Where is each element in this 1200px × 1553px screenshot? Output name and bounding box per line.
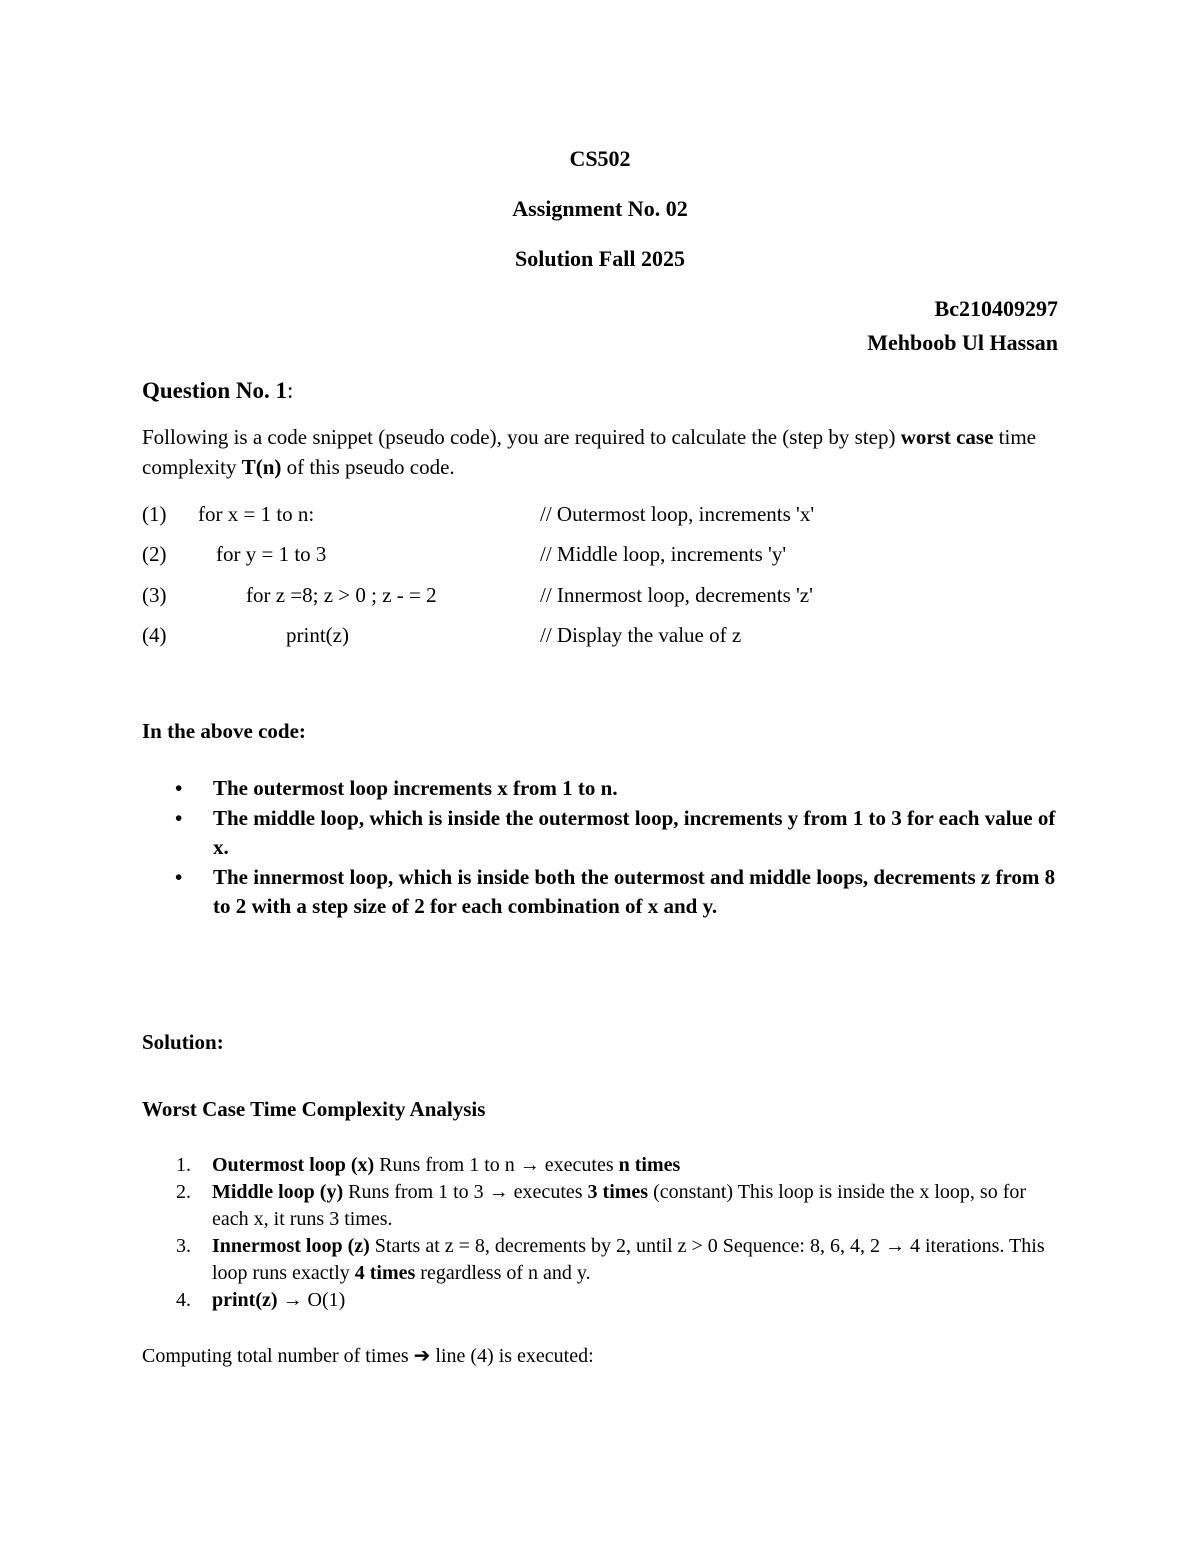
list-item-bold: print(z): [212, 1289, 278, 1311]
code-line-1: [142, 502, 1062, 532]
code-line-2: [142, 542, 1062, 572]
analysis-list: [142, 1152, 1062, 1314]
list-item-bold: Middle loop (y): [212, 1181, 344, 1203]
list-item-bold-2: 4 times: [354, 1262, 416, 1284]
list-item-number: 4.: [176, 1289, 191, 1311]
code-line-comment: // Display the value of z: [540, 623, 742, 647]
code-line-number: (4): [142, 623, 167, 647]
list-item: [142, 863, 1062, 921]
list-item-text: The outermost loop increments x from 1 to n.: [213, 776, 618, 800]
list-item-bold-2: 3 times: [587, 1181, 649, 1203]
list-item-number: 1.: [176, 1154, 191, 1176]
intro-text-2: time complexity: [142, 425, 1036, 479]
student-name: Mehboob Ul Hassan: [867, 330, 1058, 355]
code-line-3: [142, 583, 1062, 613]
solution-title: Solution Fall 2025: [515, 246, 685, 271]
code-explanation-list: [142, 774, 1062, 922]
list-item-bold-2: n times: [618, 1154, 681, 1176]
assignment-title: Assignment No. 02: [512, 196, 688, 221]
intro-text-3: of this pseudo code.: [281, 455, 455, 479]
intro-bold-worst-case: worst case: [900, 425, 994, 449]
student-id: Bc210409297: [934, 296, 1058, 321]
code-line-comment: // Middle loop, increments 'y': [540, 542, 787, 566]
intro-text-1: Following is a code snippet (pseudo code), you are required to calculate the (step by step): [142, 425, 901, 449]
list-item-text: The middle loop, which is inside the outermost loop, increments y from 1 to 3 for each value of x.: [213, 806, 1056, 859]
question-title-colon: :: [287, 378, 294, 403]
list-item: [142, 804, 1062, 862]
course-code: CS502: [569, 146, 631, 171]
code-line-text: for x = 1 to n:: [198, 502, 315, 526]
question-intro: [142, 422, 1062, 482]
list-item: [142, 1179, 1062, 1233]
list-item-text: Runs from 1 to n → executes: [374, 1154, 619, 1176]
bullet-icon: •: [175, 806, 183, 830]
intro-bold-tn: T(n): [241, 455, 282, 479]
computing-text: Computing total number of times ➔ line (4) is executed:: [142, 1345, 594, 1367]
list-item-text: The innermost loop, which is inside both the outermost and middle loops, decrements z from 8 to 2 with a step size of 2 for each combination of x and y.: [213, 865, 1056, 918]
bullet-icon: •: [175, 776, 183, 800]
list-item: [142, 1152, 1062, 1179]
list-item-text-2: (constant) This loop is inside the x loop, so for each x, it runs 3 times.: [212, 1181, 1027, 1230]
list-item-text: Runs from 1 to 3 → executes: [343, 1181, 588, 1203]
list-item-number: 3.: [176, 1235, 191, 1257]
code-line-number: (1): [142, 502, 167, 526]
list-item: [142, 1287, 1062, 1314]
above-code-heading: In the above code:: [142, 719, 306, 743]
list-item-number: 2.: [176, 1181, 191, 1203]
code-line-4: [142, 623, 1062, 653]
list-item: [142, 774, 1062, 803]
list-item-text: → O(1): [277, 1289, 346, 1311]
list-item-bold: Outermost loop (x): [212, 1154, 375, 1176]
code-line-comment: // Innermost loop, decrements 'z': [540, 583, 813, 607]
list-item-text: Starts at z = 8, decrements by 2, until z > 0 Sequence: 8, 6, 4, 2 → 4 iterations. This loop runs exactly: [212, 1235, 1045, 1284]
code-line-number: (2): [142, 542, 167, 566]
code-line-comment: // Outermost loop, increments 'x': [540, 502, 815, 526]
list-item: [142, 1233, 1062, 1287]
code-line-text: print(z): [286, 623, 349, 647]
code-line-text: for z =8; z > 0 ; z - = 2: [246, 583, 437, 607]
analysis-subheading: Worst Case Time Complexity Analysis: [142, 1097, 486, 1121]
solution-heading: Solution:: [142, 1030, 224, 1054]
list-item-text-2: regardless of n and y.: [415, 1262, 591, 1284]
list-item-bold: Innermost loop (z): [212, 1235, 370, 1257]
question-title: [142, 378, 293, 404]
code-line-number: (3): [142, 583, 167, 607]
code-line-text: for y = 1 to 3: [216, 542, 327, 566]
question-title-text: Question No. 1: [142, 378, 288, 403]
bullet-icon: •: [175, 865, 183, 889]
